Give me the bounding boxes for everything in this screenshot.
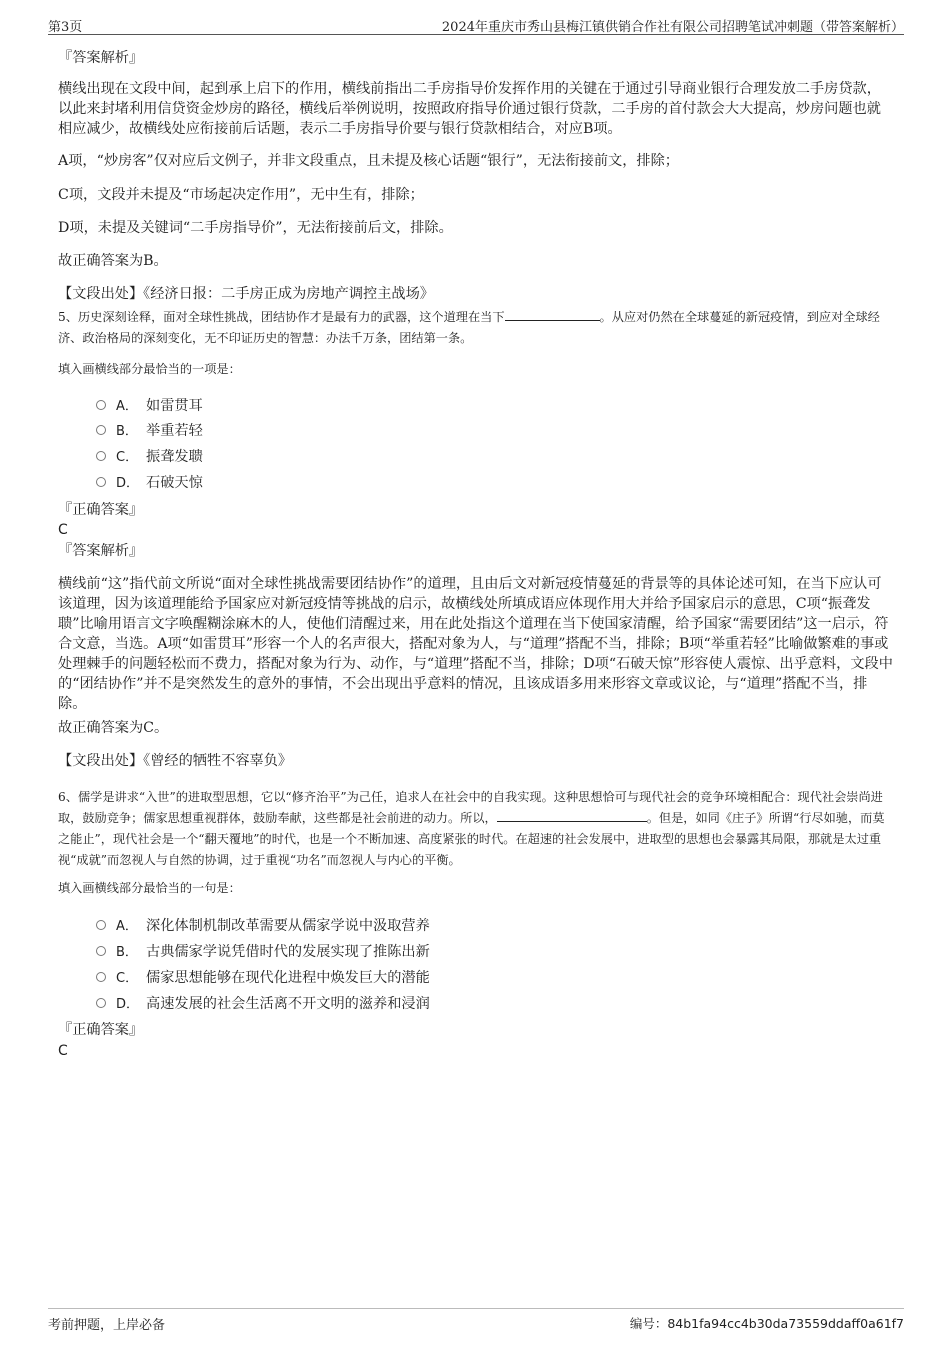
q6-answer-label: 『正确答案』: [58, 1022, 144, 1038]
q4-analysis-label: 『答案解析』: [58, 50, 144, 66]
q6-blank: [497, 809, 647, 822]
q6-option-d[interactable]: D． 高速发展的社会生活离不开文明的滋养和浸润: [96, 994, 430, 1015]
q5-option-d[interactable]: D． 石破天惊: [96, 473, 203, 494]
q4-conclusion: 故正确答案为B。: [58, 253, 168, 269]
q6-option-c[interactable]: C． 儒家思想能够在现代化进程中焕发巨大的潜能: [96, 968, 430, 989]
q5-prompt: 填入画横线部分最恰当的一项是：: [58, 362, 241, 376]
q5-option-a[interactable]: A． 如雷贯耳: [96, 396, 203, 417]
q5-blank: [505, 308, 600, 321]
q5-analysis: 横线前“这”指代前文所说“面对全球性挑战需要团结协作”的道理，且由后文对新冠疫情蔓延的背景等的具体论述可知，在当下应认可该道理，因为该道理能给予国家应对新冠疫情等挑战的启示，故横线处所填成语应体现作用大并给予国家启示的意思，C项“振聋发聩”比喻用语言文字唤醒糊涂麻木的人，使他们清醒过来，用在此处指这个道理在当下使国家清醒，给予国家“需要团结”这一启示，符合文意，当选。A项“如雷贯耳”形容一个人的名声很大，搭配对象为人，与“道理”搭配不当，排除；B项“举重若轻”比喻做繁难的事或处理棘手的问题轻松而不费力，搭配对象为行为、动作，与“道理”搭配不当，排除；D项“石破天惊”形容使人震惊、出乎意料，文段中的“团结协作”并不是突然发生的意外的事情，不会出现出乎意料的情况，且该成语多用来形容文章或议论，与“道理”搭配不当，排除。: [58, 576, 893, 712]
q6-option-a[interactable]: A． 深化体制机制改革需要从儒家学说中汲取营养: [96, 916, 430, 937]
radio-icon[interactable]: [96, 425, 106, 435]
q6-question-before: 6、儒学是讲求“入世”的进取型思想，它以“修齐治平”为己任，追求人在社会中的自我实现。这种思想恰可与现代社会的竞争环境相配合：现代社会崇尚进取，鼓励竞争；儒家思想重视群体，鼓励奉献，这些都是社会前进的动力。所以，: [58, 790, 883, 825]
q5-answer: C: [58, 522, 68, 538]
q5-source: 【文段出处】《曾经的牺牲不容辜负》: [58, 753, 293, 769]
radio-icon[interactable]: [96, 998, 106, 1008]
q5-analysis-label: 『答案解析』: [58, 543, 144, 559]
q6-prompt: 填入画横线部分最恰当的一句是：: [58, 881, 241, 895]
q5-question-after: 。从应对仍然在全球蔓延的新冠疫情，到应对全球经济、政治格局的深刻变化，无不印证历史的智慧：办法千万条，团结第一条。: [58, 310, 880, 345]
q6-question: [58, 787, 896, 871]
document-title: 2024年重庆市秀山县梅江镇供销合作社有限公司招聘笔试冲刺题（带答案解析）: [441, 20, 904, 35]
footer-slogan: 考前押题，上岸必备: [48, 1318, 166, 1333]
document-code: 编号：84b1fa94cc4b30da73559ddaff0a61f7: [629, 1316, 904, 1331]
q6-answer: C: [58, 1043, 68, 1059]
q5-answer-label: 『正确答案』: [58, 502, 144, 518]
q4-analysis-option-a: A项，“炒房客”仅对应后文例子，并非文段重点，且未提及核心话题“银行”，无法衔接前文，排除；: [58, 153, 679, 169]
radio-icon[interactable]: [96, 920, 106, 930]
q5-question: [58, 307, 896, 349]
q5-question-before: 5、历史深刻诠释，面对全球性挑战，团结协作才是最有力的武器，这个道理在当下: [58, 310, 505, 324]
q5-option-c[interactable]: C． 振聋发聩: [96, 447, 203, 468]
page-footer: [48, 1308, 904, 1334]
q4-analysis-option-d: D项，未提及关键词“二手房指导价”，无法衔接前后文，排除。: [58, 220, 453, 236]
page-header: [48, 16, 904, 35]
radio-icon[interactable]: [96, 477, 106, 487]
q6-option-b[interactable]: B． 古典儒家学说凭借时代的发展实现了推陈出新: [96, 942, 430, 963]
page-number: 第3页: [48, 20, 83, 35]
q5-option-b[interactable]: B． 举重若轻: [96, 421, 203, 442]
q4-analysis-paragraph: 横线出现在文段中间，起到承上启下的作用，横线前指出二手房指导价发挥作用的关键在于通过引导商业银行合理发放二手房贷款，以此来封堵利用信贷资金炒房的路径，横线后举例说明，按照政府指导价通过银行贷款，二手房的首付款会大大提高，炒房问题也就相应减少，故横线处应衔接前后话题，表示二手房指导价要与银行贷款相结合，对应B项。: [58, 81, 881, 137]
radio-icon[interactable]: [96, 946, 106, 956]
q4-analysis-option-c: C项，文段并未提及“市场起决定作用”，无中生有，排除；: [58, 187, 424, 203]
radio-icon[interactable]: [96, 451, 106, 461]
q6-question-after: 。但是，如同《庄子》所谓“行尽如驰，而莫之能止”，现代社会是一个“翻天覆地”的时代，也是一个不断加速、高度紧张的时代。在超速的社会发展中，进取型的思想也会暴露其局限，那就是太过重视“成就”而忽视人与自然的协调，过于重视“功名”而忽视人与内心的平衡。: [58, 811, 885, 867]
radio-icon[interactable]: [96, 972, 106, 982]
radio-icon[interactable]: [96, 400, 106, 410]
q5-conclusion: 故正确答案为C。: [58, 720, 169, 736]
q4-source: 【文段出处】《经济日报：二手房正成为房地产调控主战场》: [58, 286, 434, 302]
